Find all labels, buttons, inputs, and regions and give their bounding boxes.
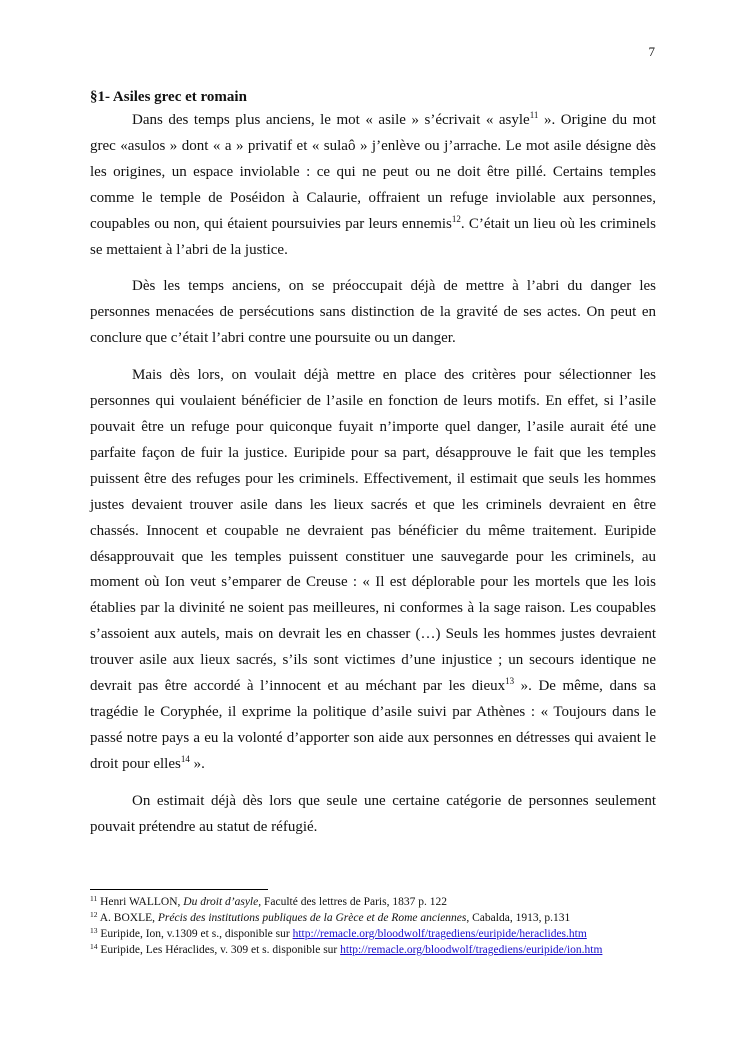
paragraph-1-text-a: Dans des temps plus anciens, le mot « asile » s’écrivait « asyle <box>132 112 530 128</box>
footnote-ref-12[interactable]: 12 <box>451 213 461 224</box>
footnote-13: $^{13}$ Euripide, Ion, v.1309 et s., disponible sur http://remacle.org/bloodwolf/tragediens/euripide/heraclides.htm <box>90 926 587 940</box>
footnote-ref-13[interactable]: 13 <box>505 676 515 687</box>
footnote-divider <box>90 889 268 890</box>
section-heading: §1- Asiles grec et romain <box>90 89 247 105</box>
footnote-12: $^{12}$ A. BOXLE, Précis des institutions publiques de la Grèce et de Rome anciennes, Cabalda, 1913, p.131 <box>90 910 571 924</box>
footnote-11: $^{11}$ Henri WALLON, Du droit d’asyle, Faculté des lettres de Paris, 1837 p. 122 <box>90 894 447 908</box>
footnote-ref-14[interactable]: 14 <box>180 753 190 764</box>
paragraph-3 <box>90 363 656 778</box>
paragraph-1-text-b: ». Origine du mot grec «asulos » dont « a » privatif et « sulaô » j’enlève ou j’arrache. Le mot asile désigne dès les origines, un espace inviolable : ce qui ne peut ou ne doit être pillé. Certains temples comme le temple de Poséidon à Calaurie, offraient un refuge inviolable aux personnes, coupables ou non, qui étaient poursuivies par leurs ennemis <box>90 112 656 232</box>
paragraph-2: Dès les temps anciens, on se préoccupait déjà de mettre à l’abri du danger les personnes menacées de persécutions sans distinction de la gravité de ses actes. On peut en conclure que c’était l’abri contre une poursuite ou un danger. <box>90 278 656 347</box>
paragraph-1 <box>90 108 656 263</box>
paragraph-3-text-b: ». De même, dans sa tragédie le Coryphée, il exprime la politique d’asile suivi par Athènes : « Toujours dans le passé notre pays a eu la volonté d’apporter son aide aux personnes en détresses qui avaient le droit pour elles <box>90 678 656 772</box>
page-number: 7 <box>648 44 655 59</box>
footnote-14: $^{14}$ Euripide, Les Héraclides, v. 309 et s. disponible sur http://remacle.org/bloodwolf/tragediens/euripide/ion.htm <box>90 942 603 956</box>
footnote-13-link[interactable]: http://remacle.org/bloodwolf/tragediens/euripide/heraclides.htm <box>292 928 587 940</box>
document-body <box>90 88 656 851</box>
paragraph-4: On estimait déjà dès lors que seule une certaine catégorie de personnes seulement pouvait prétendre au statut de réfugié. <box>90 792 656 835</box>
paragraph-1-text-c: . C’était un lieu où les criminels se mettaient à l’abri de la justice. <box>90 215 656 258</box>
paragraph-3-text-a: Mais dès lors, on voulait déjà mettre en place des critères pour sélectionner les personnes qui voulaient bénéficier de l’asile en fonction de leurs motifs. En effet, si l’asile pouvait être un refuge pour quiconque fuyait n’importe quel danger, l’asile aurait été une parfaite façon de fuir la justice. Euripide pour sa part, désapprouve le fait que les temples puissent être des refuges pour les criminels. Effectivement, il estimait que seuls les hommes justes devaient trouver asile dans les lieux sacrés et que les criminels devraient en être chassés. Innocent et coupable ne devraient pas bénéficier du même traitement. Euripide désapprouvait que les temples puissent constituer une sauvegarde pour les criminels, au moment où Ion veut s’emparer de Creuse : « Il est déplorable pour les mortels que les lois établies par la divinité ne soient pas meilleures, ni conformes à la sage raison. Les coupables s’assoient aux autels, mais on devrait les en chasser (…) Seuls les hommes justes devraient trouver asile aux lieux sacrés, s’ils sont victimes d’une injustice ; un secours identique ne devrait pas être accordé à l’innocent et au méchant par les dieux <box>90 367 656 695</box>
paragraph-3-text-c: ». <box>189 755 205 772</box>
footnotes <box>90 889 656 958</box>
footnote-ref-11[interactable]: 11 <box>529 110 539 120</box>
footnote-14-link[interactable]: http://remacle.org/bloodwolf/tragediens/euripide/ion.htm <box>340 944 603 956</box>
